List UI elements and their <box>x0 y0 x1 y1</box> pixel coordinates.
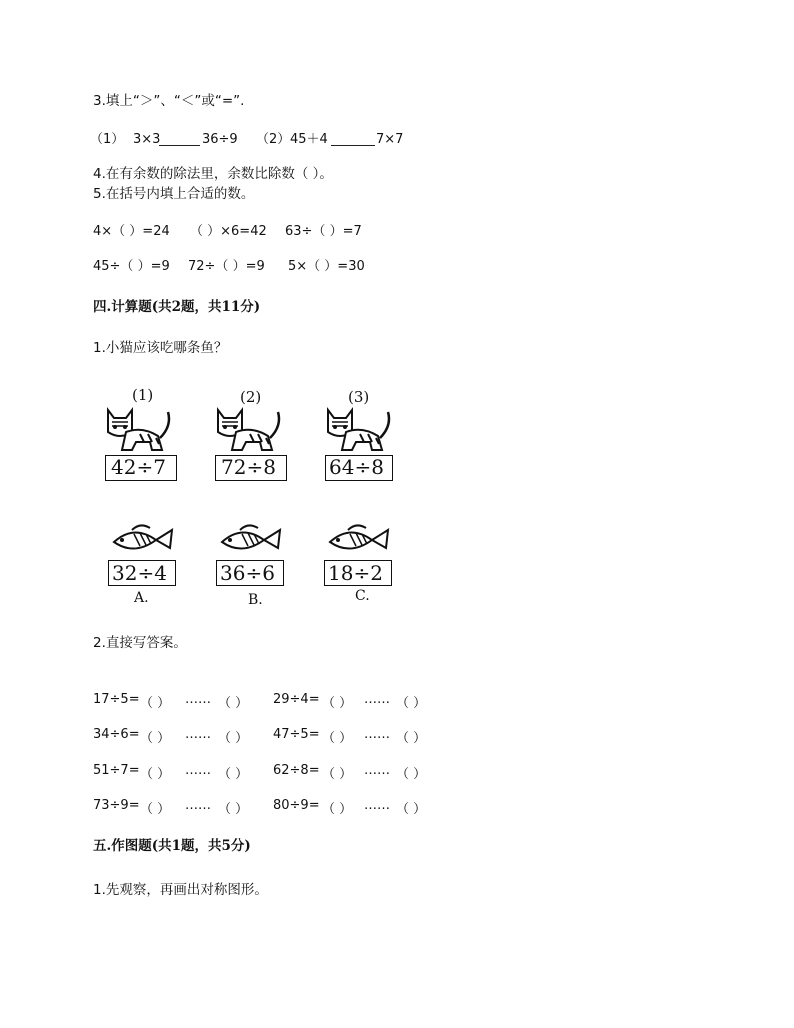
quotient-blank[interactable]: （ ） <box>140 802 171 817</box>
expr: 80÷9= <box>273 798 320 813</box>
cat-card <box>322 386 402 482</box>
cat-icon <box>212 406 292 456</box>
cat-icon <box>322 406 402 456</box>
answer-row <box>0 727 794 746</box>
q5-text: 5.在括号内填上合适的数。 <box>93 186 255 202</box>
remainder-blank[interactable]: （ ） <box>218 696 249 711</box>
fish-expr: 18÷2 <box>328 561 383 585</box>
remainder-blank[interactable]: （ ） <box>218 731 249 746</box>
section4-heading: 四.计算题(共2题，共11分) <box>93 299 261 315</box>
fish-icon <box>218 520 288 556</box>
answer-row <box>0 763 794 782</box>
quotient-blank[interactable]: （ ） <box>322 767 353 782</box>
q3-item2-blank[interactable] <box>331 145 375 146</box>
q5-eq: 63÷（ ）=7 <box>285 224 362 239</box>
remainder-blank[interactable]: （ ） <box>396 767 427 782</box>
q5-eq: 45÷（ ）=9 <box>93 259 170 274</box>
fish-label: A. <box>134 590 149 606</box>
quotient-blank[interactable]: （ ） <box>140 696 171 711</box>
cat-icon <box>102 406 182 456</box>
ellipsis: …… <box>364 692 390 707</box>
fish-icon <box>110 520 180 556</box>
remainder-blank[interactable]: （ ） <box>218 802 249 817</box>
q3-item1-label: （1） <box>90 132 125 147</box>
q5-eq: 4×（ ）=24 <box>93 224 170 239</box>
q5-eq: 72÷（ ）=9 <box>188 259 265 274</box>
fish-expr: 36÷6 <box>220 561 275 585</box>
fish-card <box>214 520 290 610</box>
fish-label: C. <box>355 588 370 604</box>
remainder-blank[interactable]: （ ） <box>396 802 427 817</box>
q3-item1-right: 36÷9 <box>202 132 238 147</box>
cat-expr: 42÷7 <box>111 455 166 479</box>
expr: 62÷8= <box>273 763 320 778</box>
quotient-blank[interactable]: （ ） <box>322 802 353 817</box>
ellipsis: …… <box>185 727 211 742</box>
q3-item1-blank[interactable] <box>159 145 200 146</box>
q3-item1-left: 3×3 <box>133 132 161 147</box>
expr: 51÷7= <box>93 763 140 778</box>
ellipsis: …… <box>185 692 211 707</box>
cat-card <box>102 386 182 482</box>
cat-expr: 64÷8 <box>329 455 384 479</box>
cat-label: (2) <box>240 388 262 406</box>
remainder-blank[interactable]: （ ） <box>396 696 427 711</box>
fish-card <box>106 520 182 610</box>
cat-label: (3) <box>348 388 370 406</box>
fish-icon <box>326 520 396 556</box>
draw1-text: 1.先观察，再画出对称图形。 <box>93 882 268 898</box>
remainder-blank[interactable]: （ ） <box>218 767 249 782</box>
section5-heading: 五.作图题(共1题，共5分) <box>93 838 251 854</box>
fish-card <box>322 520 398 610</box>
remainder-blank[interactable]: （ ） <box>396 731 427 746</box>
q3-item2-right: 7×7 <box>376 132 404 147</box>
calc2-text: 2.直接写答案。 <box>93 635 187 651</box>
cat-expr: 72÷8 <box>221 455 276 479</box>
expr: 47÷5= <box>273 727 320 742</box>
expr: 29÷4= <box>273 692 320 707</box>
ellipsis: …… <box>364 798 390 813</box>
q4-text: 4.在有余数的除法里，余数比除数（ ）。 <box>93 166 333 182</box>
q5-eq: 5×（ ）=30 <box>288 259 365 274</box>
q3-title: 3.填上“＞”、“＜”或“=”. <box>93 93 245 109</box>
calc1-text: 1.小猫应该吃哪条鱼？ <box>93 340 228 356</box>
expr: 73÷9= <box>93 798 140 813</box>
ellipsis: …… <box>185 763 211 778</box>
expr: 34÷6= <box>93 727 140 742</box>
ellipsis: …… <box>185 798 211 813</box>
answer-row <box>0 798 794 817</box>
fish-expr: 32÷4 <box>112 561 167 585</box>
expr: 17÷5= <box>93 692 140 707</box>
q3-item2-label: （2） <box>256 132 291 147</box>
quotient-blank[interactable]: （ ） <box>322 696 353 711</box>
cat-card <box>212 386 292 482</box>
cat-label: (1) <box>132 386 154 404</box>
answer-row <box>0 692 794 711</box>
quotient-blank[interactable]: （ ） <box>140 767 171 782</box>
quotient-blank[interactable]: （ ） <box>140 731 171 746</box>
q3-item2-left: 45＋4 <box>290 132 328 147</box>
fish-label: B. <box>248 592 263 608</box>
ellipsis: …… <box>364 763 390 778</box>
quotient-blank[interactable]: （ ） <box>322 731 353 746</box>
ellipsis: …… <box>364 727 390 742</box>
q5-eq: （ ）×6=42 <box>190 224 267 239</box>
